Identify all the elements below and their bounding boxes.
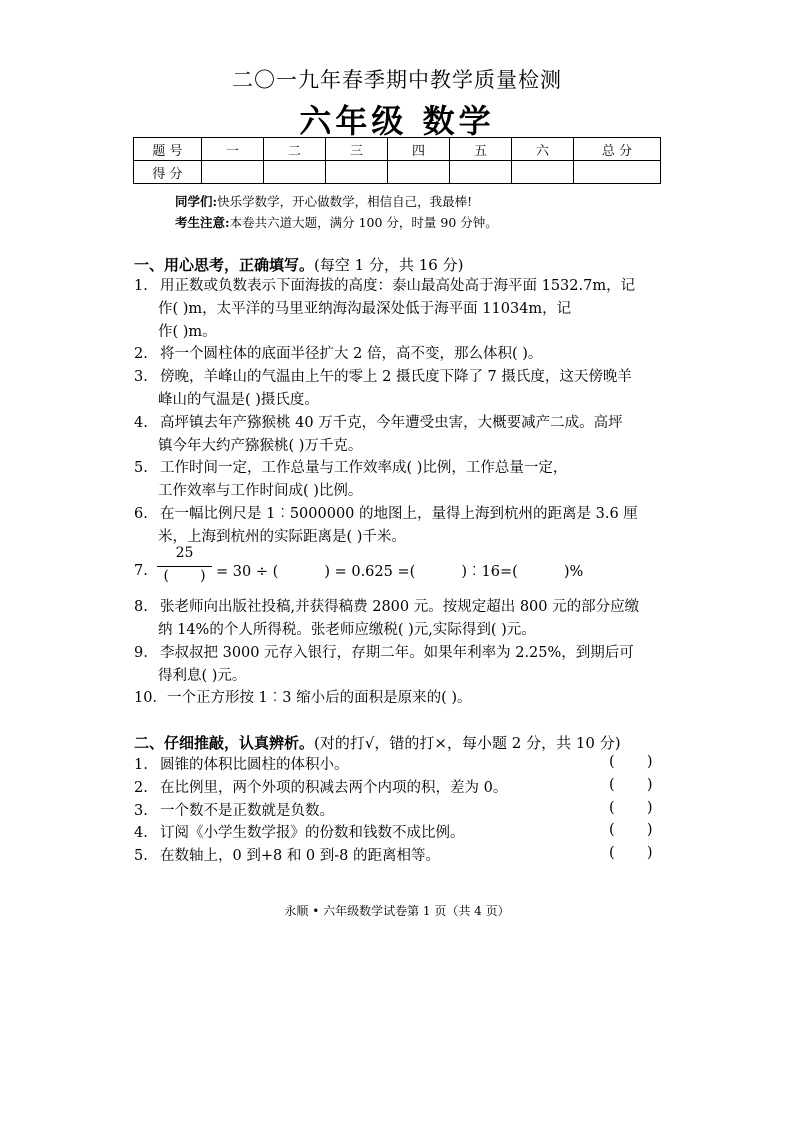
- question: [134, 343, 542, 365]
- question-number: 2.: [134, 346, 148, 362]
- exam-note-text: 本卷共六道大题，满分 100 分，时量 90 分钟。: [229, 215, 498, 230]
- question-number: 3.: [134, 369, 148, 385]
- question: [134, 687, 472, 709]
- question-number: 2.: [134, 780, 148, 796]
- question: [134, 845, 440, 867]
- question-number: 8.: [134, 599, 148, 615]
- exam-note: [175, 213, 498, 231]
- score-cell: 一: [202, 138, 264, 161]
- answer-blank[interactable]: ( ): [609, 822, 653, 838]
- score-entry-cell[interactable]: [264, 161, 326, 184]
- subject-title: 六年级 数学: [299, 102, 495, 140]
- question-text: 一个数不是正数就是负数。: [160, 803, 334, 819]
- question-text: 在一幅比例尺是 1︰5000000 的地图上，量得上海到杭州的距离是 3.6 厘: [160, 506, 638, 522]
- score-cell: 六: [512, 138, 574, 161]
- question-number: 1.: [134, 278, 148, 294]
- question: [134, 822, 465, 844]
- question-number: 5.: [134, 848, 148, 864]
- exam-header-title: 二〇一九年春季期中教学质量检测: [232, 68, 562, 92]
- answer-blank[interactable]: ( ): [609, 777, 653, 793]
- answer-blank[interactable]: ( ): [609, 754, 653, 770]
- question-text: 在比例里，两个外项的积减去两个内项的积，差为 0。: [160, 780, 508, 796]
- question-text: 纳 14%的个人所得税。张老师应缴税( )元,实际得到( )元。: [158, 622, 536, 638]
- question-text: 张老师向出版社投稿,并获得稿费 2800 元。按规定超出 800 元的部分应缴: [160, 599, 640, 615]
- answer-blank[interactable]: ( ): [609, 845, 653, 861]
- score-cell: 五: [450, 138, 512, 161]
- question-text: = 30 ÷ ( ) = 0.625 =( )︰16=( )%: [216, 564, 584, 580]
- students-note: [175, 192, 472, 210]
- question-text: 圆锥的体积比圆柱的体积小。: [160, 757, 349, 773]
- question: [134, 754, 349, 776]
- score-cell: 二: [264, 138, 326, 161]
- section2-heading: [134, 732, 621, 753]
- question: [134, 412, 623, 434]
- question-text: 工作时间一定，工作总量与工作效率成( )比例，工作总量一定，: [160, 460, 568, 476]
- question-number: 6.: [134, 506, 148, 522]
- question-text: 峰山的气温是( )摄氏度。: [158, 392, 319, 408]
- score-entry-cell[interactable]: [326, 161, 388, 184]
- score-entry-cell[interactable]: [574, 161, 661, 184]
- section2-title: 二、仔细推敲，认真辨析。: [134, 734, 315, 752]
- question-text: 订阅《小学生数学报》的份数和钱数不成比例。: [160, 825, 465, 841]
- question-text: 用正数或负数表示下面海拔的高度：泰山最高处高于海平面 1532.7m，记: [160, 278, 636, 294]
- question: [134, 275, 635, 297]
- answer-blank[interactable]: ( ): [609, 800, 653, 816]
- question-text: 将一个圆柱体的底面半径扩大 2 倍，高不变，那么体积( )。: [160, 346, 543, 362]
- question-number: 9.: [134, 645, 148, 661]
- fraction-bar: [157, 566, 212, 567]
- students-note-label: 同学们:: [175, 194, 218, 209]
- question-number: 4.: [134, 825, 148, 841]
- fraction-denominator: ( ): [163, 568, 206, 584]
- question-number: 7.: [134, 563, 148, 579]
- question: [134, 503, 638, 525]
- score-entry-cell[interactable]: [450, 161, 512, 184]
- question-text: 作( )m，太平洋的马里亚纳海沟最深处低于海平面 11034m，记: [158, 301, 572, 317]
- question: [134, 642, 634, 664]
- question-text: 作( )m。: [158, 324, 217, 340]
- exam-note-label: 考生注意:: [175, 215, 230, 230]
- score-table-score-row: [134, 161, 661, 184]
- question: [134, 596, 639, 618]
- question-text: 高坪镇去年产猕猴桃 40 万千克，今年遭受虫害，大概要减产二成。高坪: [160, 415, 623, 431]
- question-text: 一个正方形按 1︰3 缩小后的面积是原来的( )。: [166, 690, 472, 706]
- question: [134, 777, 507, 799]
- score-cell: 得 分: [134, 161, 202, 184]
- question-text: 在数轴上，0 到+8 和 0 到-8 的距离相等。: [160, 848, 440, 864]
- question-text: 镇今年大约产猕猴桃( )万千克。: [158, 438, 363, 454]
- question-text: 李叔叔把 3000 元存入银行，存期二年。如果年利率为 2.25%，到期后可: [160, 645, 634, 661]
- score-entry-cell[interactable]: [202, 161, 264, 184]
- question-number: 4.: [134, 415, 148, 431]
- section1-score: (每空 1 分，共 16 分): [314, 256, 464, 274]
- section1-heading: [134, 254, 463, 275]
- question: [134, 366, 632, 388]
- score-entry-cell[interactable]: [388, 161, 450, 184]
- question: [134, 800, 334, 822]
- score-cell: 总 分: [574, 138, 661, 161]
- question-text: 工作效率与工作时间成( )比例。: [158, 483, 363, 499]
- score-entry-cell[interactable]: [512, 161, 574, 184]
- score-table: [133, 137, 661, 184]
- question-number: 10．: [134, 690, 167, 706]
- question-text: 傍晚，羊峰山的气温由上午的零上 2 摄氏度下降了 7 摄氏度，这天傍晚羊: [160, 369, 632, 385]
- section2-score: (对的打√，错的打×，每小题 2 分，共 10 分): [314, 734, 621, 752]
- question-number: 1.: [134, 757, 148, 773]
- question: [134, 457, 567, 479]
- students-note-text: 快乐学数学，开心做数学，相信自己，我最棒!: [217, 194, 473, 209]
- fraction-numerator: 25: [175, 545, 194, 561]
- score-cell: 三: [326, 138, 388, 161]
- score-cell: 四: [388, 138, 450, 161]
- score-cell: 题 号: [134, 138, 202, 161]
- question-number: 5.: [134, 460, 148, 476]
- question-text: 米，上海到杭州的实际距离是( )千米。: [158, 529, 406, 545]
- section1-title: 一、用心思考，正确填写。: [134, 256, 315, 274]
- question-text: 得利息( )元。: [158, 668, 247, 684]
- score-table-header-row: [134, 138, 661, 161]
- page-footer: 永顺 • 六年级数学试卷第 1 页（共 4 页）: [284, 904, 510, 918]
- question-number: 3.: [134, 803, 148, 819]
